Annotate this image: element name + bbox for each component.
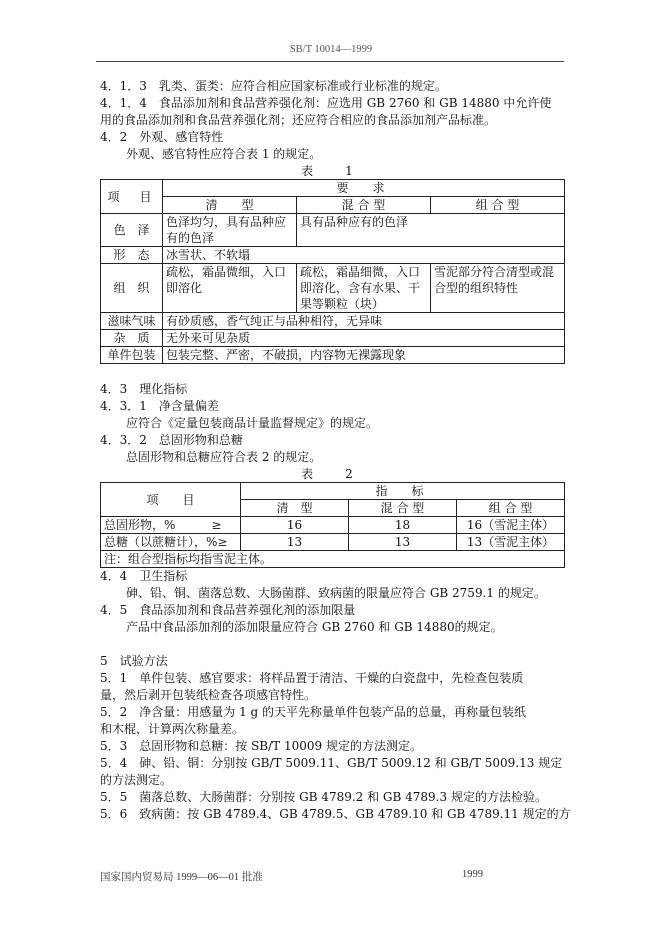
table2-header-row [101,483,565,500]
page-header-code: SB/T 10014—1999 [289,44,373,55]
footer-approval: 国家国内贸易局 1999—06—01 批准 [100,872,263,883]
spacer [100,636,564,653]
clause-4-1-4-line2: 用的食品添加剂和食品营养强化剂；还应符合相应的食品添加剂产品标准。 [100,113,497,127]
table1-row-color [101,214,565,247]
table1-head-zu: 组 合 型 [431,197,565,214]
table1-impurity-value: 无外来可见杂质 [163,330,565,347]
table1-head-item: 项 目 [101,180,163,214]
table2-head-item: 项 目 [101,483,241,517]
clause-5-2-line2: 和木棍，计算两次称量差。 [100,722,245,736]
table1-package-value: 包装完整、严密，不破损，内容物无裸露现象 [163,347,565,364]
table1-taste-value: 有砂质感，香气纯正与品种相符，无异味 [163,313,565,330]
clause-4-3-2-text: 总固形物和总糖应符合表 2 的规定。 [126,450,322,464]
table2-row-solids [101,517,565,534]
clause-4-5-heading: 4．5 食品添加剂和食品营养强化剂的添加限量 [100,603,356,617]
clause-4-3-2-heading: 4．3．2 总固形物和总糖 [100,433,243,447]
table2-caption: 表 2 [301,467,363,481]
table1-shape-value: 冰雪状、不软塌 [163,247,565,264]
table1-label-package: 单件包装 [101,347,163,364]
header-rule [96,61,564,62]
table2-sugar-zu: 13（雪泥主体） [457,534,565,551]
clause-5-3: 5．3 总固形物和总糖：按 SB/T 10009 规定的方法测定。 [100,739,422,753]
table1-head-qing: 清 型 [163,197,297,214]
table1-row-shape [101,247,565,264]
table2-sugar-qing: 13 [241,534,349,551]
table2-head-zu: 组 合 型 [457,500,565,517]
table2-note: 注：组合型指标均指雪泥主体。 [101,551,565,568]
clause-4-2-text: 外观、感官特性应符合表 1 的规定。 [126,147,322,161]
table1-texture-zu: 雪泥部分符合清型或混合型的组织特性 [431,264,565,313]
table1-label-impurity: 杂 质 [101,330,163,347]
table1-label-taste: 滋味气味 [101,313,163,330]
table1-texture-qing: 疏松，霜晶微细，入口即溶化 [163,264,297,313]
table2-head-hun: 混 合 型 [349,500,457,517]
table2-row-sugar [101,534,565,551]
clause-4-4-text: 砷、铅、铜、菌落总数、大肠菌群、致病菌的限量应符合 GB 2759.1 的规定。 [126,586,546,600]
table2-solids-qing: 16 [241,517,349,534]
table1-color-hun: 具有品种应有的色泽 [297,214,565,247]
table1-label-texture: 组 织 [101,264,163,313]
clause-4-3-1-text: 应符合《定量包装商品计量监督规定》的规定。 [126,416,379,430]
clause-4-1-4-line1: 4．1．4 食品添加剂和食品营养强化剂：应选用 GB 2760 和 GB 14880 中允许使 [100,96,552,110]
clause-5-heading: 5 试验方法 [100,654,168,668]
clause-5-4-line2: 的方法测定。 [100,773,173,787]
table1-row-package [101,347,565,364]
table2-sugar-hun: 13 [349,534,457,551]
clause-4-2-heading: 4．2 外观、感官特性 [100,130,224,144]
table1-row-taste [101,313,565,330]
table1-texture-hun: 疏松，霜晶细微，入口即溶化，含有水果、干果等颗粒（块） [297,264,431,313]
clause-5-2-line1: 5．2 净含量：用感量为 1 g 的天平先称量单件包装产品的总量，再称量包装纸 [100,705,527,719]
clause-4-1-3: 4．1．3 乳类、蛋类：应符合相应国家标准或行业标准的规定。 [100,79,447,93]
footer-year: 1999 [462,869,483,880]
spacer [100,364,564,381]
table1-label-shape: 形 态 [101,247,163,264]
clause-5-1-line2: 量，然后剥开包装纸检查各项感官特性。 [100,688,317,702]
table2-solids-hun: 18 [349,517,457,534]
table1-head-hun: 混 合 型 [297,197,431,214]
table1-row-impurity [101,330,565,347]
table1-color-qing: 色泽均匀，具有品种应有的色泽 [163,214,297,247]
table1-label-color: 色 泽 [101,214,163,247]
clause-5-6-line1: 5．6 致病菌：按 GB 4789.4、GB 4789.5、GB 4789.10 和 GB 4789.11 规定的方 [100,807,571,821]
table2-head-qing: 清 型 [241,500,349,517]
table-2-physicochemical [100,482,565,568]
clause-5-1-line1: 5．1 单件包装、感官要求：将样品置于清洁、干燥的白瓷盘中，先检查包装质 [100,671,524,685]
table2-head-indicator: 指 标 [241,483,565,500]
table2-label-solids: 总固形物，% ≥ [101,517,241,534]
table1-subheader-row [101,197,565,214]
clause-5-5: 5．5 菌落总数、大肠菌群：分别按 GB 4789.2 和 GB 4789.3 规定的方法检验。 [100,790,547,804]
table1-head-requirement: 要 求 [163,180,565,197]
table1-row-texture [101,264,565,313]
document-body [100,78,571,823]
table1-header-row [101,180,565,197]
table2-solids-zu: 16（雪泥主体） [457,517,565,534]
table2-label-sugar: 总糖（以蔗糖计），%≥ [101,534,241,551]
table-1-sensory [100,179,565,364]
table1-caption: 表 1 [301,164,363,178]
clause-4-3-1-heading: 4．3．1 净含量偏差 [100,399,219,413]
clause-4-5-text: 产品中食品添加剂的添加限量应符合 GB 2760 和 GB 14880的规定。 [126,620,503,634]
table2-note-row [101,551,565,568]
clause-5-4-line1: 5．4 砷、铅、铜：分别按 GB/T 5009.11、GB/T 5009.12 和 GB/T 5009.13 规定 [100,756,563,770]
clause-4-3-heading: 4．3 理化指标 [100,382,188,396]
clause-4-4-heading: 4．4 卫生指标 [100,569,188,583]
